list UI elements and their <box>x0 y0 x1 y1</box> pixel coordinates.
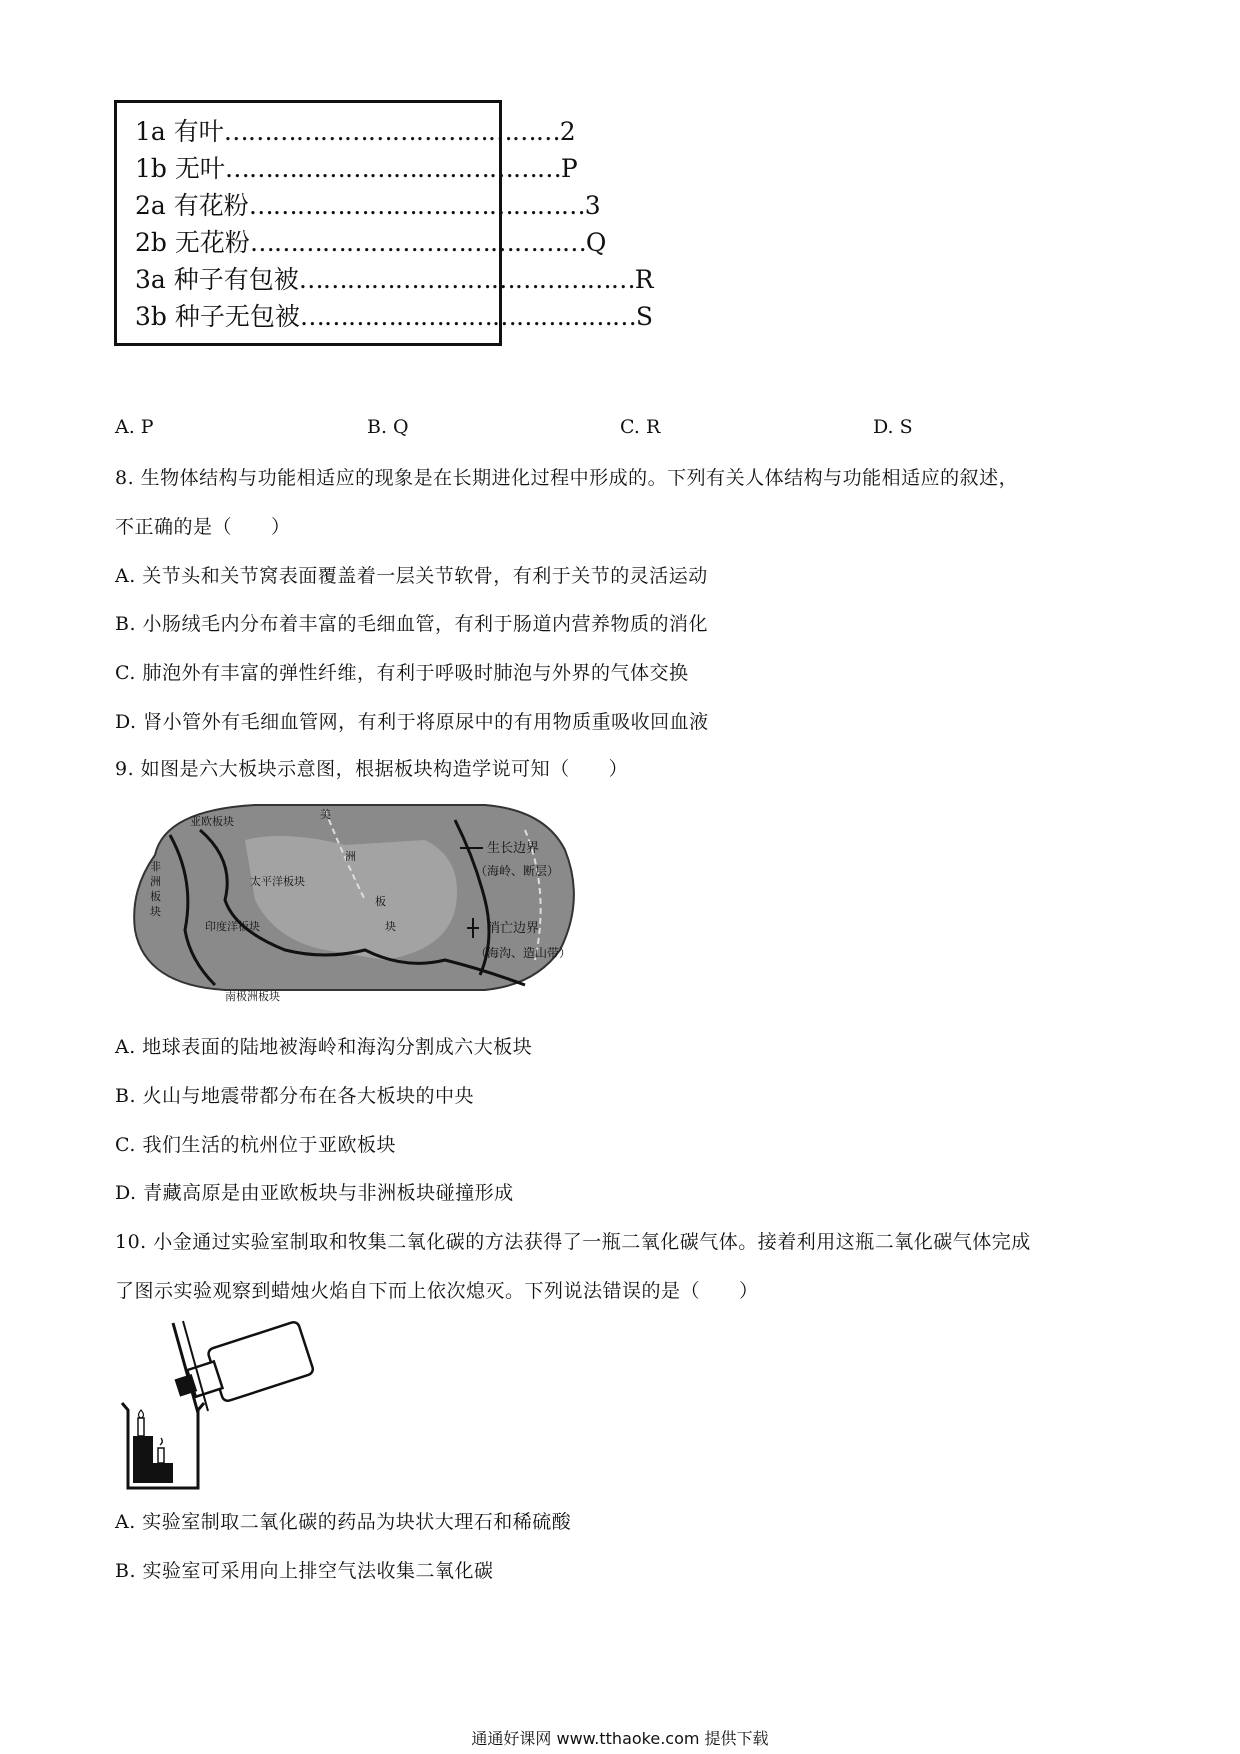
upper-candle <box>138 1418 144 1436</box>
q9-option-b[interactable]: B. 火山与地震带都分布在各大板块的中央 <box>115 1085 475 1107</box>
q7-option-c[interactable]: C. R <box>620 416 661 438</box>
key-code: 1b 无叶 <box>135 154 225 183</box>
candle-experiment-svg <box>118 1318 318 1498</box>
key-target: Q <box>585 228 607 257</box>
legend-growth-label: 生长边界 <box>487 841 540 856</box>
key-target: 2 <box>559 117 576 146</box>
map-label: 块 <box>385 920 396 933</box>
key-row <box>135 261 654 298</box>
map-label: 非 <box>150 860 161 873</box>
key-code: 2a 有花粉 <box>135 191 249 220</box>
map-label: 洲 <box>150 875 161 888</box>
key-target: P <box>560 154 578 183</box>
q8-option-a[interactable]: A. 关节头和关节窝表面覆盖着一层关节软骨，有利于关节的灵活运动 <box>115 565 708 587</box>
q7-option-b[interactable]: B. Q <box>367 416 409 438</box>
key-leader-dots: …………………………………… <box>298 265 635 294</box>
lower-candle <box>158 1448 164 1463</box>
q7-option-a[interactable]: A. P <box>115 416 154 438</box>
q7-options <box>115 416 1015 446</box>
q10-option-b[interactable]: B. 实验室可采用向上排空气法收集二氧化碳 <box>115 1560 494 1582</box>
q9-option-c[interactable]: C. 我们生活的杭州位于亚欧板块 <box>115 1134 396 1156</box>
plate-map-svg <box>125 800 635 1005</box>
key-leader-dots: …………………………………… <box>249 228 586 257</box>
candle-experiment-figure <box>118 1318 318 1502</box>
q8-stem-line2: 不正确的是（ ） <box>115 516 291 538</box>
key-target: 3 <box>584 191 601 220</box>
legend-subduction-label: 消亡边界 <box>487 921 540 936</box>
legend-subduction-sub: （海沟、造山带） <box>475 946 572 960</box>
lower-flame-icon <box>160 1438 162 1445</box>
map-label: 印度洋板块 <box>205 920 260 933</box>
key-row <box>135 298 653 335</box>
q8-option-d[interactable]: D. 肾小管外有毛细血管网，有利于将原尿中的有用物质重吸收回血液 <box>115 711 709 733</box>
page-footer: 通通好课网 www.tthaoke.com 提供下载 <box>471 1729 769 1748</box>
key-code: 3b 种子无包被 <box>135 302 300 331</box>
key-code: 3a 种子有包被 <box>135 265 299 294</box>
q10-stem-line2: 了图示实验观察到蜡烛火焰自下而上依次熄灭。下列说法错误的是（ ） <box>115 1280 759 1302</box>
key-leader-dots: …………………………………… <box>224 154 561 183</box>
map-label: 美 <box>320 808 331 821</box>
map-label: 板 <box>375 895 386 908</box>
step-stand <box>133 1436 173 1483</box>
map-label: 太平洋板块 <box>250 875 305 888</box>
map-label: 块 <box>150 905 161 918</box>
q9-option-d[interactable]: D. 青藏高原是由亚欧板块与非洲板块碰撞形成 <box>115 1182 514 1204</box>
key-row <box>135 150 578 187</box>
key-row <box>135 224 607 261</box>
q10-option-a[interactable]: A. 实验室制取二氧化碳的药品为块状大理石和稀硫酸 <box>115 1511 572 1533</box>
dichotomous-key-box <box>114 100 654 346</box>
gas-bottle <box>169 1321 314 1415</box>
key-row <box>135 187 601 224</box>
map-label: 板 <box>150 890 161 903</box>
key-code: 1a 有叶 <box>135 117 224 146</box>
plate-map-figure <box>125 800 635 1009</box>
q8-option-c[interactable]: C. 肺泡外有丰富的弹性纤维，有利于呼吸时肺泡与外界的气体交换 <box>115 662 689 684</box>
q10-stem-line1: 10. 小金通过实验室制取和牧集二氧化碳的方法获得了一瓶二氧化碳气体。接着利用这瓶二氧化碳气体完成 <box>115 1231 1031 1253</box>
key-target: R <box>634 265 654 294</box>
key-leader-dots: …………………………………… <box>248 191 585 220</box>
key-code: 2b 无花粉 <box>135 228 250 257</box>
legend-growth-sub: （海岭、断层） <box>475 864 560 878</box>
key-row <box>135 113 576 150</box>
map-label: 洲 <box>345 850 356 863</box>
key-leader-dots: …………………………………… <box>299 302 636 331</box>
q8-option-b[interactable]: B. 小肠绒毛内分布着丰富的毛细血管，有利于肠道内营养物质的消化 <box>115 613 709 635</box>
q8-stem-line1: 8. 生物体结构与功能相适应的现象是在长期进化过程中形成的。下列有关人体结构与功能相适应的叙述， <box>115 467 1019 489</box>
upper-flame-icon <box>139 1410 144 1418</box>
q9-option-a[interactable]: A. 地球表面的陆地被海岭和海沟分割成六大板块 <box>115 1036 533 1058</box>
key-target: S <box>635 302 653 331</box>
q9-stem: 9. 如图是六大板块示意图，根据板块构造学说可知（ ） <box>115 758 629 780</box>
map-label: 南极洲板块 <box>225 990 280 1003</box>
q7-option-d[interactable]: D. S <box>873 416 913 438</box>
map-label: 亚欧板块 <box>190 815 234 828</box>
key-leader-dots: …………………………………… <box>223 117 560 146</box>
